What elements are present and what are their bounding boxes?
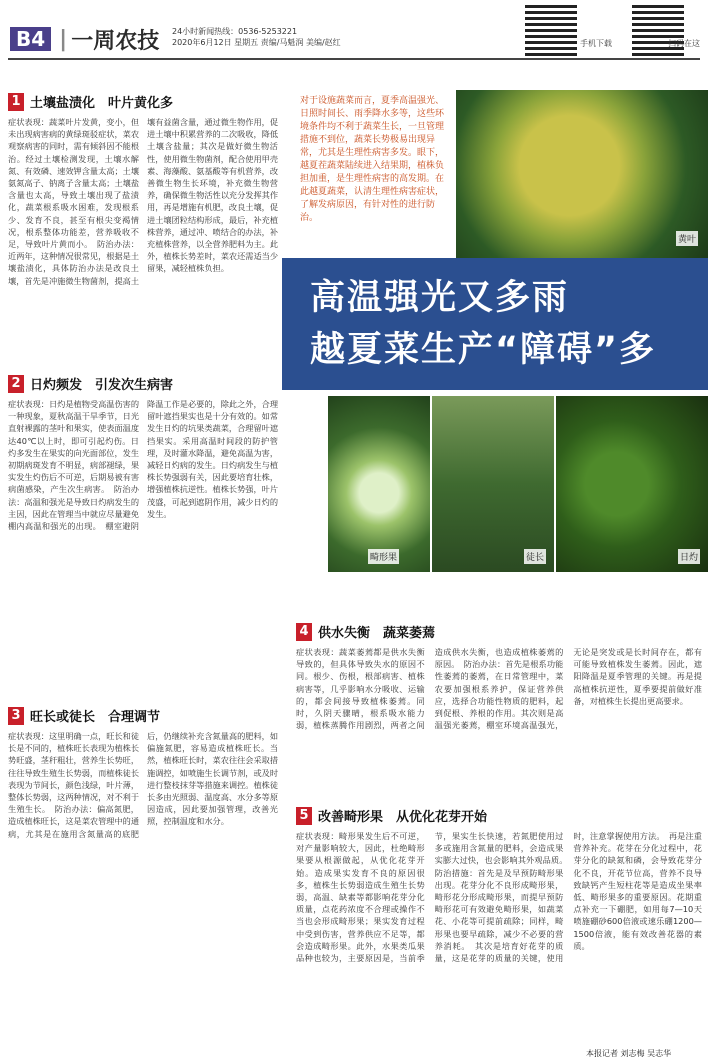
headline-line-2: 越夏菜生产“障碍”多 bbox=[310, 330, 657, 370]
sunburn-photo bbox=[556, 396, 708, 572]
section-3-heading bbox=[8, 706, 160, 725]
section-number: 4 bbox=[296, 623, 312, 641]
section-5-body: 症状表现：畸形果发生后不可逆，对产量影响较大，因此，杜绝畸形果要从根源做起，从优化花芽开始。造成果实发育不良的原因很多，植株生长势弱造成生殖生长势弱，高温、缺素等都影响花芽分化质量，点花药浓度不合理或操作不当也会形成畸形果；果实发育过程中受到伤害，营养供应不足等，都会造成畸形果。此外，水果类瓜果品种也较为，主要原因是，当前季节，果实生长快速，若氮肥使用过多或施用含氮量的肥料，会造成果实膨大过快，也会影响其外观品质。 防治措施：首先是及早预防畸形果出现。花芽分化不良形成畸形果，畸形花分形成畸形果，而提早预防畸形花可有效避免畸形果，如蔬菜花、小花等可提前疏除；同样，畸形果也要早疏除，减少不必要的营养消耗。 其次是培育好花芽的质量，这是花芽的质量的关键，使用时，注意掌握使用方法。 再是注重营养补充。花芽在分化过程中，花芽分化的缺氮和磷，会导致花芽分化不良，开花节位高，营养不良导致缺钙产生短柱花等是造成坐果率低、畸形果多的重要原因。花期重点补充一下硼肥，如用每7—10天喷施硼砂600倍液或速乐硼1200—1500倍液，能有效改善花器的素质。 bbox=[296, 831, 702, 964]
issue-line: 2020年6月12日 星期五 责编/马魁润 美编/赵红 bbox=[172, 38, 341, 47]
section-number: 3 bbox=[8, 707, 24, 725]
section-4-heading bbox=[296, 622, 435, 641]
section-2-heading bbox=[8, 374, 173, 393]
section-title: 供水失衡 蔬菜萎蔫 bbox=[318, 626, 436, 641]
page-title: 一周农技 bbox=[71, 28, 160, 54]
section-number: 5 bbox=[296, 807, 312, 825]
intro-text: 对于设施蔬菜而言，夏季高温强光、日照时间长、雨季降水多等，这些环境条件均不利于蔬菜生长，一旦管理措施不到位，蔬菜长势极易出现异常，尤其是生理性病害多发。眼下，越夏茬蔬菜陆续进入结果期，植株负担加重，是生理性病害的高发期。在此越夏蔬菜，认清生理性病害症状，了解发病原因，有针对性的进行防治。 bbox=[300, 96, 445, 223]
section-1-body: 症状表现：蔬菜叶片发黄，变小，但未出现病害病的黄绿斑驳症状，菜农观察病害的同时，需有倾斜因不能根治。经过土壤检测发现，土壤水解氮、有效磷、速效钾含量太高；土壤氨氮高子、钠离子含量太高；土壤盐含量也太高，导致土壤出现了盐渍化，蔬菜根系吸水困难，发现根系少、发育不良，甚至有根尖变褐情况，根系整体功能差，营养吸收不足，导致叶片黄而小。 防治办法：近两年，这种情况很常见，根据是土壤盐渍化，具体防治办法是改良土壤，首先是冲施微生物菌剂，提高土壤有益菌含量，通过微生物作用，促进土壤中积累营养的二次吸收，降低土壤含盐量；其次是做好微生物活性，使用微生物菌剂，配合使用甲壳素、海藻酸、氨基酸等有机营养，改善微生物生长环境，补充微生物营养，确保微生物活性以充分发挥其作用，再是增施有机肥，改良土壤，促进土壤团粒结构形成，最后，补充植株营养，通过冲、喷结合的办法，补充植株营养，以全营养肥料为主。此外，植株长势差时，菜农还需适当少留果，减轻植株负担。 bbox=[8, 117, 278, 286]
hotline-phone: 24小时新闻热线：0536-5253221 bbox=[172, 27, 298, 36]
photo-caption: 黄叶 bbox=[676, 231, 698, 246]
section-3-body: 症状表现：这里明确一点，旺长和徒长是不同的，植株旺长表现为植株长势旺盛，茎秆粗壮，营养生长势旺，往往导致生殖生长势弱，而植株徒长表现为节间长，颜色浅绿，叶片薄，整体长势弱，这两种情况，对不利于生殖生长。 防治办法：偏高氮肥，造成植株旺长，这是菜农管理中的通病，尤其是在施用含氮量高的底肥后，仍继续补充含氮量高的肥料，如偏施氮肥，容易造成植株旺长。当然，植株旺长时，菜农往往会采取措施调控，如喷施生长调节剂，或及时进行整枝抹芽等措施来调控。植株徒长多由光照弱、温度高、水分多等原因造成，因此要加强管理，改善光照，控制温度和水分。 bbox=[8, 731, 278, 839]
section-4-body: 症状表现：蔬菜萎蔫都是供水失衡导致的，但具体导致失水的原因不同。根少、伤根，根部病害、植株病害等，几乎影响水分吸收、运输的，都会间接导致植株萎蔫。同时，久阴天骤晴，根系吸水能力弱，植株蒸腾作用剧烈，两者之间造成供水失衡，也造成植株萎蔫的原因。 防治办法：首先是根系功能性萎蔫的萎蔫，在日常管理中，菜农要加强根系养护，保证营养供应，选择合功能性物质的肥料，起到促根、养根的作用。其次则是高温强光萎蔫，棚室环境高温强光，无论是突发或是长时间存在，都有可能导致植株发生萎蔫。因此，遮阳降温是夏季管理的关键。再是提高植株抗逆性，夏季要提前做好准备，对植株生长提出更高要求。 bbox=[296, 647, 702, 731]
section-title: 日灼频发 引发次生病害 bbox=[30, 378, 174, 393]
yellow-leaf-photo bbox=[456, 90, 708, 258]
section-5-heading bbox=[296, 806, 487, 825]
section-title: 旺长或徒长 合理调节 bbox=[30, 710, 161, 725]
photo-caption: 畸形果 bbox=[368, 549, 399, 564]
qr-label-1: 手机下载 bbox=[580, 39, 612, 48]
photo-caption: 徒长 bbox=[524, 549, 546, 564]
section-2-body: 症状表现：日灼是植物受高温伤害的一种现象，夏秋高温干旱季节，日光直射裸露的茎叶和果实，使表面温度达40℃以上时，即可引起灼伤。日灼多发生在果实的向光面部位，发生初期病斑发育不明显，病部褪绿，果实发生灼伤后不可逆，后期易被有害病菌感染，产生次生病害。 防治办法：高温和强光是导致日灼病发生的主因，因此在管理当中就应尽量避免棚内高温和强光的出现。 棚室避阴降温工作是必要的，除此之外，合理留叶遮挡果实也是十分有效的。如常发生日灼的坑果类蔬菜，合理留叶遮挡果实。采用高温时间段的防护管理，及时灌水降温，避免高温为害，减轻日灼病的发生。日灼病发生与植株长势强弱有关，因此要培育壮株，增强植株抗逆性。植株长势强，叶片茂盛，可起到遮阴作用，减少日灼的发生。 bbox=[8, 399, 278, 532]
author-credit: 本报记者 刘志梅 吴志华 bbox=[586, 1049, 672, 1058]
leggy-plant-photo bbox=[432, 396, 554, 572]
header-rule bbox=[8, 58, 700, 60]
page-tag-sep: | bbox=[59, 26, 68, 52]
qr-code-icon-2[interactable] bbox=[630, 2, 686, 58]
qr-code-icon[interactable] bbox=[523, 2, 579, 58]
headline-line-1: 高温强光又多雨 bbox=[310, 278, 570, 318]
section-title: 改善畸形果 从优化花芽开始 bbox=[318, 810, 488, 825]
headline-banner bbox=[282, 258, 708, 390]
hotline bbox=[172, 26, 341, 48]
page-header bbox=[0, 0, 708, 58]
section-number: 2 bbox=[8, 375, 24, 393]
page-tag bbox=[10, 22, 159, 56]
section-1-heading bbox=[8, 92, 173, 111]
photo-caption: 日灼 bbox=[678, 549, 700, 564]
page-number: B4 bbox=[10, 27, 51, 51]
section-number: 1 bbox=[8, 93, 24, 111]
section-title: 土壤盐渍化 叶片黄化多 bbox=[30, 96, 174, 111]
qr-label-2: 扫码在这 bbox=[668, 39, 700, 48]
deformed-fruit-photo bbox=[328, 396, 430, 572]
